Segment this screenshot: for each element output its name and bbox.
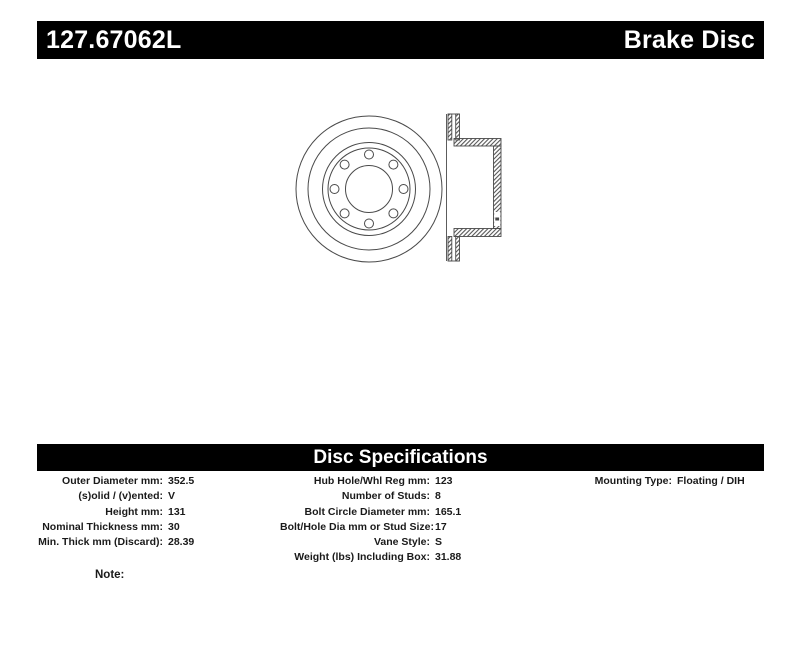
spec-value: 17 [435,520,447,533]
spec-value: 131 [168,505,186,518]
spec-label: Nominal Thickness mm: [42,520,163,533]
spec-row [280,520,461,535]
spec-value: 8 [435,490,441,503]
spec-row [37,535,194,550]
spec-column-left [37,474,194,550]
spec-label: Weight (lbs) Including Box: [294,551,430,564]
spec-row [552,474,745,489]
spec-row [280,550,461,565]
spec-label: Min. Thick mm (Discard): [38,536,163,548]
spec-title: Disc Specifications [313,446,488,468]
spec-value: 165.1 [435,505,462,518]
spec-row [280,505,461,520]
product-type-title: Brake Disc [623,25,755,54]
header-bar [37,21,764,59]
spec-value: 28.39 [168,536,195,548]
spec-label: Hub Hole/Whl Reg mm: [313,475,430,487]
spec-row [37,489,194,504]
spec-value: 123 [435,475,453,487]
brake-disc-cross-section [447,114,502,261]
spec-value: 30 [168,520,180,533]
spec-row [280,474,461,489]
spec-label: Vane Style: [373,536,430,548]
spec-label: Bolt Circle Diameter mm: [304,505,430,518]
spec-value: V [168,490,176,503]
spec-row [37,520,194,535]
spec-value: Floating / DIH [677,475,745,487]
spec-label: Bolt/Hole Dia mm or Stud Size: [280,520,435,533]
spec-label: Mounting Type: [594,475,672,487]
spec-row [280,535,461,550]
spec-label: Outer Diameter mm: [62,475,163,487]
spec-value: S [435,536,443,548]
part-number: 127.67062L [46,25,182,54]
spec-value: 31.88 [435,551,462,564]
spec-label: Height mm: [105,505,163,518]
spec-label: Number of Studs: [341,490,430,503]
brake-disc-front-view [296,116,442,262]
brake-disc-drawing [280,100,520,280]
spec-column-right [552,474,745,489]
spec-title-bar [37,444,764,471]
note-label: Note: [95,569,125,581]
spec-column-middle [280,474,461,566]
spec-row [37,505,194,520]
spec-label: (s)olid / (v)ented: [78,490,163,503]
spec-row [280,489,461,504]
spec-row [37,474,194,489]
spec-value: 352.5 [168,475,195,487]
